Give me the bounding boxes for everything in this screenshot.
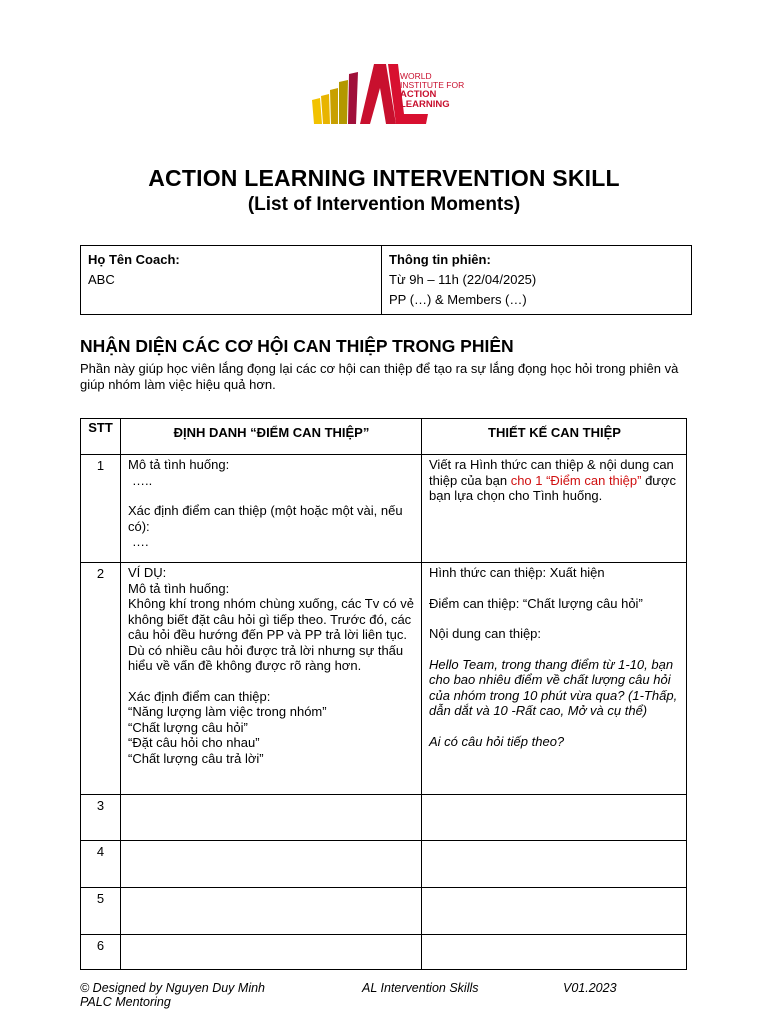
section-description: Phần này giúp học viên lắng đọng lại các cơ hội can thiệp để tạo ra sự lắng đọng học hỏi trong phiên và giúp nhóm làm việc hiệu quả hơn.	[80, 361, 679, 392]
logo-bar-1	[312, 98, 322, 124]
row2-situation: Không khí trong nhóm chùng xuống, các Tv có vẻ không biết đặt câu hỏi gì tiếp theo. Trước đó, các câu hỏi đều hướng đến PP và PP trả lời liên tục. Dù có nhiều câu hỏi được trả lời nhưng sự thấu hiểu về vấn đề không được rõ ràng hơn.	[128, 596, 414, 673]
logo-text-line1: WORLD	[400, 71, 432, 81]
spacer	[429, 642, 680, 657]
row2-quote: Hello Team, trong thang điểm từ 1-10, bạn cho bao nhiêu điểm về chất lượng câu hỏi của nhóm trong 10 phút vừa qua? (1-Thấp, dẫn dắt và 10 -Rất cao, Mở và cụ thể)	[429, 656, 678, 718]
row1-design-text-end: được bạn lựa chọn cho Tình huống.	[429, 472, 677, 503]
row1-line: …..	[132, 472, 153, 488]
intervention-table	[80, 418, 687, 970]
document-title: ACTION LEARNING INTERVENTION SKILL	[148, 165, 620, 191]
header-stt: STT	[81, 419, 121, 455]
row-number: 4	[81, 841, 121, 888]
header-identify: ĐỊNH DANH “ĐIỂM CAN THIỆP”	[121, 419, 422, 455]
row-number: 6	[81, 935, 121, 970]
row2-question: Ai có câu hỏi tiếp theo?	[429, 733, 565, 749]
footer-version: V01.2023	[563, 981, 617, 995]
table-row	[81, 563, 687, 795]
coach-label: Họ Tên Coach:	[88, 252, 180, 267]
empty-design-cell[interactable]	[422, 841, 687, 888]
document-subtitle: (List of Intervention Moments)	[247, 194, 521, 215]
row2-identify-cell	[121, 563, 422, 795]
logo-text-line3: ACTION	[400, 89, 437, 100]
table-header-row	[81, 419, 687, 455]
footer-designer: © Designed by Nguyen Duy Minh	[80, 981, 265, 995]
logo-wordmark	[400, 72, 464, 110]
row2-line: Mô tả tình huống:	[128, 580, 230, 596]
row2-point: “Chất lượng câu trả lời”	[128, 750, 264, 766]
footer-doc-name: AL Intervention Skills	[362, 981, 479, 995]
table-row	[81, 935, 687, 970]
logo-bar-5	[348, 72, 358, 124]
session-time: Từ 9h – 11h (22/04/2025)	[389, 272, 537, 287]
row1-design-cell	[422, 455, 687, 563]
logo-text-line2: INSTITUTE FOR	[400, 80, 465, 90]
session-cell	[382, 246, 692, 315]
row-number: 3	[81, 795, 121, 841]
empty-design-cell[interactable]	[422, 935, 687, 970]
empty-identify-cell[interactable]	[121, 841, 422, 888]
session-info-table	[80, 245, 692, 315]
logo-text-line4: LEARNING	[400, 99, 450, 110]
footer-credit	[80, 981, 265, 1009]
row2-point-choice: Điểm can thiệp: “Chất lượng câu hỏi”	[429, 595, 643, 611]
table-row	[81, 795, 687, 841]
session-members: PP (…) & Members (…)	[389, 292, 527, 307]
row2-points-label: Xác định điểm can thiệp:	[128, 688, 271, 704]
empty-identify-cell[interactable]	[121, 795, 422, 841]
coach-cell	[81, 246, 382, 315]
session-label: Thông tin phiên:	[389, 252, 491, 267]
spacer	[429, 719, 680, 734]
row2-content-label: Nội dung can thiệp:	[429, 626, 542, 641]
row1-line: Mô tả tình huống:	[128, 457, 230, 472]
row2-design-cell	[422, 563, 687, 795]
row1-line: ….	[132, 534, 149, 549]
row2-form: Hình thức can thiệp: Xuất hiện	[429, 565, 605, 580]
empty-design-cell[interactable]	[422, 888, 687, 935]
header-design: THIẾT KẾ CAN THIỆP	[422, 419, 687, 455]
row1-identify-cell	[121, 455, 422, 563]
row2-point: “Đặt câu hỏi cho nhau”	[128, 735, 260, 750]
logo-bar-3	[330, 88, 338, 124]
row-number: 1	[81, 455, 121, 563]
spacer	[429, 611, 680, 626]
table-row	[81, 888, 687, 935]
spacer	[128, 488, 415, 503]
empty-identify-cell[interactable]	[121, 888, 422, 935]
footer-org: PALC Mentoring	[80, 995, 171, 1009]
table-row	[81, 841, 687, 888]
spacer	[429, 581, 680, 596]
row1-design-highlight: cho 1 “Điểm can thiệp”	[510, 472, 642, 488]
empty-identify-cell[interactable]	[121, 935, 422, 970]
table-row	[81, 455, 687, 563]
row1-design-text: Viết ra Hình thức can thiệp & nội dung can thiệp của bạn	[429, 457, 674, 488]
row-number: 5	[81, 888, 121, 935]
logo-bar-4	[339, 80, 348, 124]
coach-value: ABC	[88, 272, 115, 287]
empty-design-cell[interactable]	[422, 795, 687, 841]
row2-point: “Năng lượng làm việc trong nhóm”	[128, 704, 327, 719]
row2-line: VÍ DỤ:	[128, 565, 167, 580]
logo-bar-2	[321, 94, 330, 124]
spacer	[128, 674, 415, 689]
row2-point: “Chất lượng câu hỏi”	[128, 719, 248, 735]
row1-line: Xác định điểm can thiệp (một hoặc một vài, nếu có):	[128, 503, 403, 534]
section-title: NHẬN DIỆN CÁC CƠ HỘI CAN THIỆP TRONG PHIÊN	[80, 336, 514, 356]
row-number: 2	[81, 563, 121, 795]
